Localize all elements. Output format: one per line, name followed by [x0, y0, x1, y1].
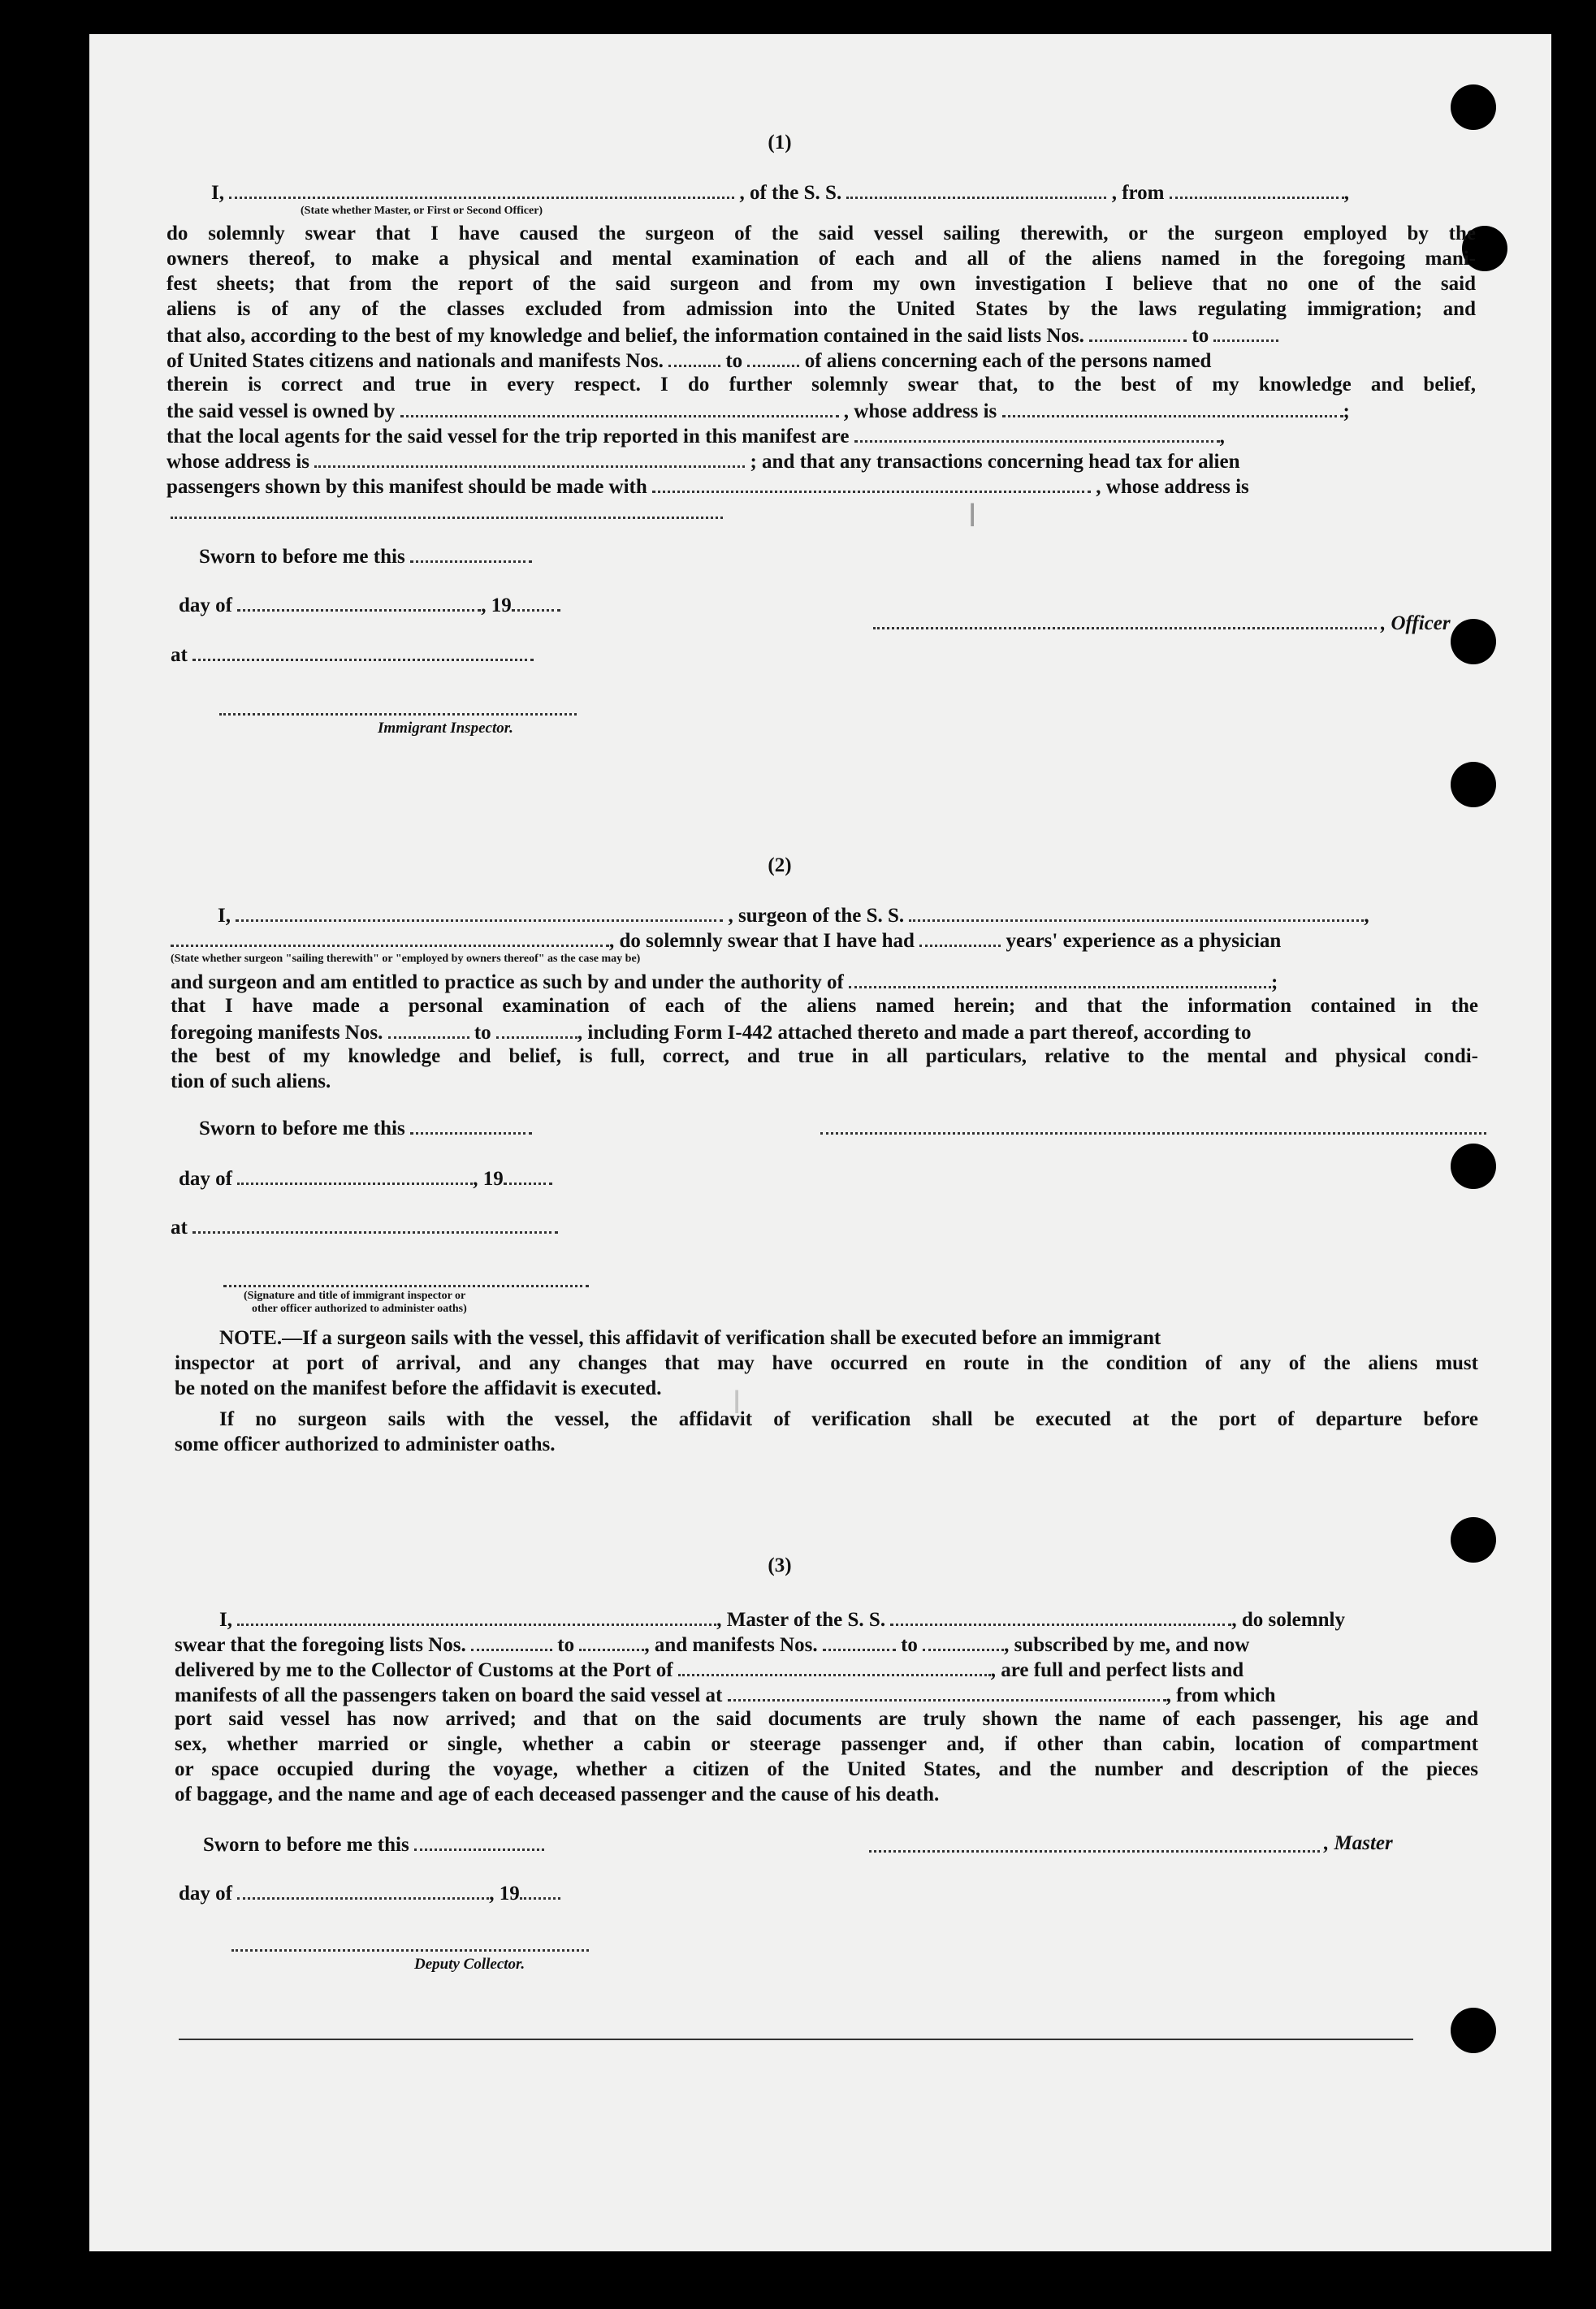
- inspector-signature-field[interactable]: [223, 1285, 589, 1287]
- punch-hole: [1451, 762, 1496, 807]
- label-master-of: , Master of the S. S.: [716, 1609, 886, 1631]
- of-aliens-text: of aliens concerning each of the persons named: [804, 350, 1212, 372]
- section-1-para-line: do solemnly swear that I have caused the surgeon of the said vessel sailing therewith, or the surgeon employed by the: [167, 223, 1476, 244]
- head-tax-line: [167, 473, 1249, 500]
- note-text: —If a surgeon sails with the vessel, this affidavit of verification shall be executed before an immigrant: [282, 1327, 1161, 1349]
- sworn-day-field[interactable]: [414, 1831, 544, 1851]
- month-field[interactable]: [237, 1879, 489, 1900]
- label-i: I,: [219, 1609, 232, 1631]
- lists-from-field[interactable]: [471, 1631, 552, 1651]
- embark-port-field[interactable]: [728, 1681, 1166, 1701]
- lists-nos-line: [175, 1631, 1249, 1658]
- day-of-text: day of: [179, 1883, 232, 1905]
- agents-address-line: [167, 448, 1240, 475]
- including-text: , including Form I-442 attached thereto and made a part thereof, according to: [577, 1022, 1252, 1044]
- collector-text: delivered by me to the Collector of Customs at the Port of: [175, 1659, 673, 1681]
- from-which-text: , from which: [1166, 1684, 1276, 1706]
- punch-hole: [1451, 1517, 1496, 1563]
- authority-text: and surgeon and am entitled to practice as such by and under the authority of: [171, 971, 844, 993]
- section-1-para-line: fest sheets; that from the report of the said surgeon and from my own investigation I believe that no one of the said: [167, 273, 1476, 295]
- punch-hole: [1451, 2008, 1496, 2053]
- manifests-to-field[interactable]: [923, 1631, 1004, 1651]
- bleed-through-text: ┃: [731, 1393, 745, 1415]
- month-field[interactable]: [237, 1165, 473, 1185]
- no-surgeon-line: If no surgeon sails with the vessel, the affidavit of verification shall be executed at the port of departure before: [219, 1408, 1478, 1430]
- master-signature-field[interactable]: [869, 1850, 1320, 1853]
- taken-on-board-text: manifests of all the passengers taken on board the said vessel at: [175, 1684, 723, 1706]
- label-i: I,: [218, 905, 231, 927]
- year-field[interactable]: [512, 591, 560, 612]
- sworn-line: [203, 1831, 544, 1858]
- full-perfect-text: , are full and perfect lists and: [990, 1659, 1244, 1681]
- sworn-day-field[interactable]: [410, 1114, 532, 1135]
- year-prefix: , 19: [489, 1883, 520, 1905]
- section-3-header-line: [219, 1606, 1345, 1633]
- surgeon-signature-field[interactable]: [820, 1132, 1486, 1135]
- section-3-para-line: sex, whether married or single, whether a cabin or steerage passenger and, if other than cabin, location of compartment: [175, 1733, 1478, 1755]
- lists-nos-text: that also, according to the best of my knowledge and belief, the information contained in the said lists Nos.: [167, 325, 1084, 347]
- section-3-para-line: of baggage, and the name and age of each deceased passenger and the cause of his death.: [175, 1784, 940, 1805]
- label-i: I,: [211, 182, 224, 204]
- head-tax-text: ; and that any transactions concerning head tax for alien: [750, 451, 1240, 473]
- label-surgeon-of: , surgeon of the S. S.: [728, 905, 905, 927]
- sworn-text: Sworn to before me this: [199, 1118, 405, 1139]
- day-of-text: day of: [179, 595, 232, 616]
- do-solemnly-text: , do solemnly swear that I have had: [609, 930, 915, 952]
- owner-field[interactable]: [400, 397, 839, 417]
- officer-label: [1381, 611, 1451, 637]
- section-1-para-line: aliens is of any of the classes excluded from admission into the United States by the laws regulating immigration; and: [167, 298, 1476, 320]
- owned-by-text: the said vessel is owned by: [167, 400, 396, 422]
- bleed-through-text: ┃: [967, 506, 980, 528]
- at-line: [171, 1213, 558, 1241]
- note-label: NOTE.: [219, 1327, 283, 1349]
- bottom-divider: [179, 2039, 1413, 2040]
- immigrant-inspector-label: Immigrant Inspector.: [378, 720, 513, 737]
- do-solemnly-text: , do solemnly: [1231, 1609, 1345, 1631]
- surgeon-status-field[interactable]: [171, 927, 609, 947]
- label-from: , from: [1111, 182, 1165, 204]
- local-agents-field[interactable]: [854, 422, 1220, 443]
- note-line: [219, 1325, 1478, 1351]
- section-3-para-line: or space occupied during the voyage, whether a citizen of the United States, and the number and description of the pieces: [175, 1758, 1478, 1780]
- section-1-para-line: owners thereof, to make a physical and mental examination of each and all of the aliens named in the foregoing mani-: [167, 248, 1476, 270]
- sworn-line: [199, 543, 532, 570]
- no-surgeon-line: some officer authorized to administer oaths.: [175, 1433, 556, 1455]
- sworn-line: [199, 1114, 532, 1142]
- manifests-from-field[interactable]: [388, 1018, 469, 1039]
- section-1-header-line: I, , of the S. S. , from ,: [211, 179, 1349, 206]
- vessel-name-field[interactable]: [846, 179, 1106, 199]
- section-2-number: (2): [768, 854, 792, 876]
- agents-address-field[interactable]: [314, 448, 745, 468]
- local-agents-line: that the local agents for the said vessel for the trip reported in this manifest are ,: [167, 422, 1225, 450]
- lists-to-field[interactable]: [579, 1631, 644, 1651]
- master-label: [1324, 1831, 1393, 1857]
- section-2-para-line: the best of my knowledge and belief, is full, correct, and true in all particulars, relative to the mental and physical condi-: [171, 1045, 1478, 1067]
- at-place-field[interactable]: [192, 1213, 558, 1234]
- punch-hole: [1451, 84, 1496, 130]
- collector-line: [175, 1656, 1243, 1684]
- sworn-day-field[interactable]: [410, 543, 532, 563]
- section-3-para-line: port said vessel has now arrived; and that on the said documents are truly shown the name of each passenger, his age and: [175, 1708, 1478, 1730]
- foregoing-text: foregoing manifests Nos.: [171, 1022, 383, 1044]
- head-tax-address-field[interactable]: [171, 517, 723, 519]
- note-line: inspector at port of arrival, and any changes that may have occurred en route in the condition of any of the aliens must: [175, 1352, 1478, 1374]
- authority-line: and surgeon and am entitled to practice as such by and under the authority of ;: [171, 968, 1278, 996]
- manifests-to-field[interactable]: [496, 1018, 577, 1039]
- manifests-nos-to-field[interactable]: [747, 347, 799, 367]
- year-prefix: , 19: [473, 1168, 504, 1190]
- and-manifests-text: , and manifests Nos.: [644, 1634, 818, 1656]
- section-2-para-line: that I have made a personal examination of each of the aliens named herein; and that the information contained in the: [171, 995, 1478, 1017]
- lists-nos-from-field[interactable]: [1089, 322, 1187, 342]
- inspector-signature-field[interactable]: [219, 713, 577, 716]
- label-to: to: [474, 1022, 491, 1044]
- manifests-nos-line: [167, 347, 1211, 374]
- label-whose-address: , whose address is: [843, 400, 997, 422]
- head-tax-party-field[interactable]: [652, 473, 1091, 493]
- section-1-para-line: therein is correct and true in every respect. I do further solemnly swear that, to the best of my knowledge and belief,: [167, 374, 1476, 396]
- master-text: , Master: [1324, 1832, 1393, 1854]
- local-agents-text: that the local agents for the said vessel for the trip reported in this manifest are: [167, 426, 850, 448]
- manifests-from-field[interactable]: [823, 1631, 896, 1651]
- label-to: to: [557, 1634, 575, 1656]
- day-of-line: [179, 1879, 560, 1907]
- sworn-text: Sworn to before me this: [199, 546, 405, 568]
- manifests-nos-text: of United States citizens and nationals and manifests Nos.: [167, 350, 664, 372]
- at-line: [171, 641, 534, 668]
- label-to: to: [1192, 325, 1209, 347]
- section-3-number: (3): [768, 1554, 792, 1576]
- sworn-text: Sworn to before me this: [203, 1834, 409, 1856]
- lists-nos-to-field[interactable]: [1213, 322, 1278, 342]
- label-to: to: [725, 350, 743, 372]
- head-tax-with-text: passengers shown by this manifest should be made with: [167, 476, 647, 498]
- surgeon-vessel-field[interactable]: [909, 902, 1364, 922]
- whose-address-text: whose address is: [167, 451, 309, 473]
- subscribed-text: , subscribed by me, and now: [1004, 1634, 1250, 1656]
- lists-nos-text: swear that the foregoing lists Nos.: [175, 1634, 466, 1656]
- master-vessel-field[interactable]: [890, 1606, 1231, 1626]
- officer-title-field[interactable]: [229, 179, 734, 199]
- manifests-nos-from-field[interactable]: [668, 347, 720, 367]
- punch-hole: [1451, 619, 1496, 664]
- surgeon-status-note: (State whether surgeon "sailing therewith" or "employed by owners thereof" as the case may be): [171, 953, 641, 965]
- note-line: be noted on the manifest before the affidavit is executed.: [175, 1377, 662, 1399]
- foregoing-manifests-line: [171, 1018, 1251, 1046]
- section-2-para-line: tion of such aliens.: [171, 1070, 331, 1092]
- signature-note-line: other officer authorized to administer oaths): [252, 1303, 467, 1315]
- section-1-number: (1): [768, 132, 792, 154]
- punch-hole: [1451, 1144, 1496, 1189]
- officer-title-note: (State whether Master, or First or Second Officer): [301, 205, 543, 217]
- officer-signature-field[interactable]: [873, 627, 1377, 629]
- day-of-line: [179, 591, 560, 619]
- at-place-field[interactable]: [192, 641, 534, 661]
- at-text: at: [171, 1217, 188, 1239]
- surgeon-name-field[interactable]: [236, 902, 723, 922]
- experience-line: [171, 927, 1281, 954]
- year-field[interactable]: [520, 1879, 560, 1900]
- owned-by-line: the said vessel is owned by , whose address is ;: [167, 397, 1350, 425]
- lists-nos-line: [167, 322, 1278, 349]
- deputy-signature-field[interactable]: [231, 1949, 589, 1952]
- year-field[interactable]: [504, 1165, 552, 1185]
- years-experience-field[interactable]: [919, 927, 1001, 947]
- deputy-collector-label: Deputy Collector.: [414, 1956, 526, 1973]
- signature-note-line: (Signature and title of immigrant inspector or: [244, 1290, 466, 1302]
- day-of-line: [179, 1165, 552, 1192]
- port-field[interactable]: [678, 1656, 991, 1676]
- label-of-the-ss: , of the S. S.: [739, 182, 842, 204]
- label-whose-address: , whose address is: [1096, 476, 1249, 498]
- taken-on-board-line: [175, 1681, 1276, 1709]
- years-text: years' experience as a physician: [1006, 930, 1282, 952]
- year-prefix: , 19: [481, 595, 512, 616]
- master-name-field[interactable]: [237, 1606, 716, 1626]
- from-port-field[interactable]: [1170, 179, 1344, 199]
- month-field[interactable]: [237, 591, 481, 612]
- section-2-header-line: I, , surgeon of the S. S. ,: [218, 902, 1369, 929]
- authority-field[interactable]: [849, 968, 1271, 988]
- at-text: at: [171, 644, 188, 666]
- label-to: to: [901, 1634, 918, 1656]
- owner-address-field[interactable]: [1002, 397, 1343, 417]
- manifest-page: [89, 34, 1551, 2251]
- officer-text: , Officer: [1381, 612, 1451, 634]
- day-of-text: day of: [179, 1168, 232, 1190]
